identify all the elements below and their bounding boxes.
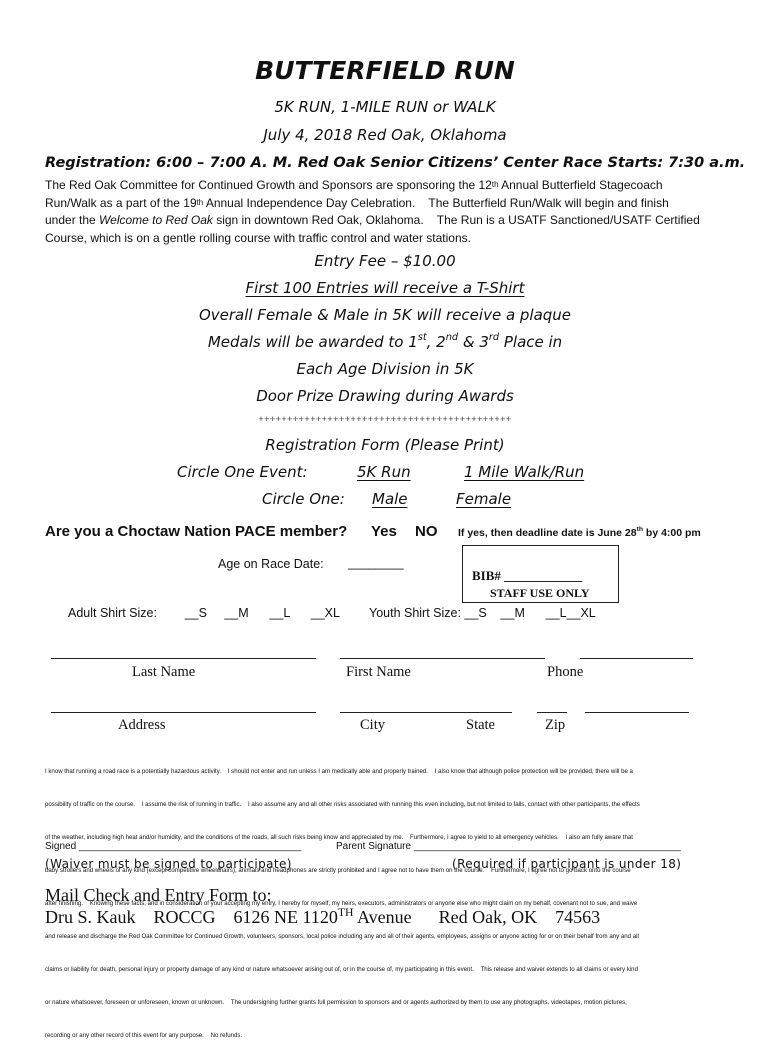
waiver-line: baby strollers and wheels of any kind (except competitive wheelchairs), animals and headphones are strictly prohibited and I agree not to have them on the course. Furthermore, I agree not to go back onto the course [45,867,631,874]
entry-fee: Entry Fee – $10.00 [314,252,456,270]
signature-note: (Waiver must be signed to participate) [45,857,292,871]
intro-line-1: The Red Oak Committee for Continued Growth and Sponsors are sponsoring the 12th Annual Butterfield Stagecoach [45,178,663,192]
first-name-line[interactable] [340,658,545,659]
event-date-location: July 4, 2018 Red Oak, Oklahoma [263,126,507,144]
door-prize-notice: Door Prize Drawing during Awards [256,387,514,405]
address-label: Address [118,717,166,733]
age-division-notice: Each Age Division in 5K [296,360,474,378]
intro-line-3: under the Welcome to Red Oak sign in downtown Red Oak, Oklahoma. The Run is a USATF Sanctioned/USATF Certified [45,213,700,227]
parent-signature-field[interactable]: Parent Signature ________________________________________________ [336,841,681,852]
waiver-line: and release and discharge the Red Oak Committee for Continued Growth, volunteers, sponsors, local police including any and all of their agents, employees, assigns or anyone acting for or on their behalf from any and all [45,933,639,940]
pace-yes-option[interactable]: Yes [371,523,397,540]
tshirt-notice: First 100 Entries will receive a T-Shirt [245,279,525,297]
event-option-1-mile[interactable]: 1 Mile Walk/Run [464,463,585,481]
page-title: BUTTERFIELD RUN [255,56,515,85]
mail-address: Dru S. Kauk ROCCG 6126 NE 1120TH Avenue Red Oak, OK 74563 [45,906,601,927]
intro-line-4: Course, which is on a gentle rolling course with traffic control and water stations. [45,230,471,245]
plaque-notice: Overall Female & Male in 5K will receive a plaque [198,306,572,324]
registration-time-line: Registration: 6:00 – 7:00 A. M. Red Oak Senior Citizens’ Center Race Starts: 7:30 a.m. [45,155,746,171]
pace-question: Are you a Choctaw Nation PACE member? [45,523,348,540]
section-divider: ++++++++++++++++++++++++++++++++++++++++++++ [258,414,512,424]
intro-paragraph [45,177,730,247]
event-label: Circle One Event: [177,463,308,481]
state-line[interactable] [537,712,567,713]
gender-option-male[interactable]: Male [372,490,408,508]
first-name-label: First Name [346,664,411,680]
last-name-label: Last Name [132,664,196,680]
waiver-line: recording or any other record of this event for any purpose. No refunds. [45,1032,243,1039]
form-heading: Registration Form (Please Print) [265,436,505,454]
parent-signature-note: (Required if participant is under 18) [452,857,682,871]
bib-number-field[interactable]: BIB# ____________ [472,568,583,583]
waiver-line: or nature whatsoever, foreseen or unforeseen, known or unknown. The undersigning further grants full permission to sponsors and or agents authorized by them to use any photographs, videotapes, motion pictures, [45,999,627,1006]
pace-no-option[interactable]: NO [415,523,438,540]
gender-option-female[interactable]: Female [456,490,512,508]
phone-line[interactable] [580,658,693,659]
staff-use-only-label: STAFF USE ONLY [490,586,590,600]
zip-label: Zip [545,717,566,733]
event-subtitle: 5K RUN, 1-MILE RUN or WALK [274,98,496,116]
bib-staff-box [462,545,619,603]
medals-notice: Medals will be awarded to 1st, 2nd & 3rd Place in [207,332,563,351]
gender-label: Circle One: [262,490,345,508]
intro-line-2: Run/Walk as a part of the 19th Annual Independence Day Celebration. The Butterfield Run/Walk will begin and finish [45,195,669,210]
waiver-line: of the weather, including high heat and/or humidity, and the conditions of the roads, all such risks being know and appreciated by me. Furthermore, I agree to yield to all emergency vehicles. I also am fully aware that [45,834,633,841]
youth-shirt-size[interactable]: Youth Shirt Size: __S __M __L__XL [369,606,596,620]
city-state-line[interactable] [340,712,512,713]
last-name-line[interactable] [51,658,316,659]
phone-label: Phone [547,664,584,680]
waiver-line: possibility of traffic on the course. I assume the risk of running in traffic. I also assume any and all other risks associated with running this even including, but not limited to falls, contact with other participants, the effects [45,801,640,808]
age-label: Age on Race Date: [218,557,324,571]
signature-field[interactable]: Signed ________________________________________ [45,841,302,852]
address-line[interactable] [51,712,316,713]
state-label: State [466,717,495,733]
city-label: City [360,717,385,733]
pace-deadline-note: If yes, then deadline date is June 28th by 4:00 pm [458,526,701,539]
event-option-5k[interactable]: 5K Run [357,463,411,481]
waiver-line: claims or liability for death, personal injury or property damage of any kind or nature whatsoever arising out of, or in the course of, my participating in this event. This release and waiver extends to all claims or every kind [45,966,638,973]
mail-heading: Mail Check and Entry Form to: [45,885,272,905]
waiver-line: after finishing. Knowing these facts, and in consideration of your accepting my entry, I hereby for myself, my heirs, executors, administrators or anyone else who might claim on my behalf, covenant not to sue, and waive [45,900,638,907]
age-field[interactable]: ________ [348,556,404,570]
adult-shirt-size[interactable]: Adult Shirt Size: __S __M __L __XL [68,606,340,620]
zip-line[interactable] [585,712,689,713]
waiver-line: I know that running a road race is a potentially hazardous activity. I should not enter and run unless I am medically able and properly trained. I also know that although police protection will be provided, there will be a [45,768,633,775]
